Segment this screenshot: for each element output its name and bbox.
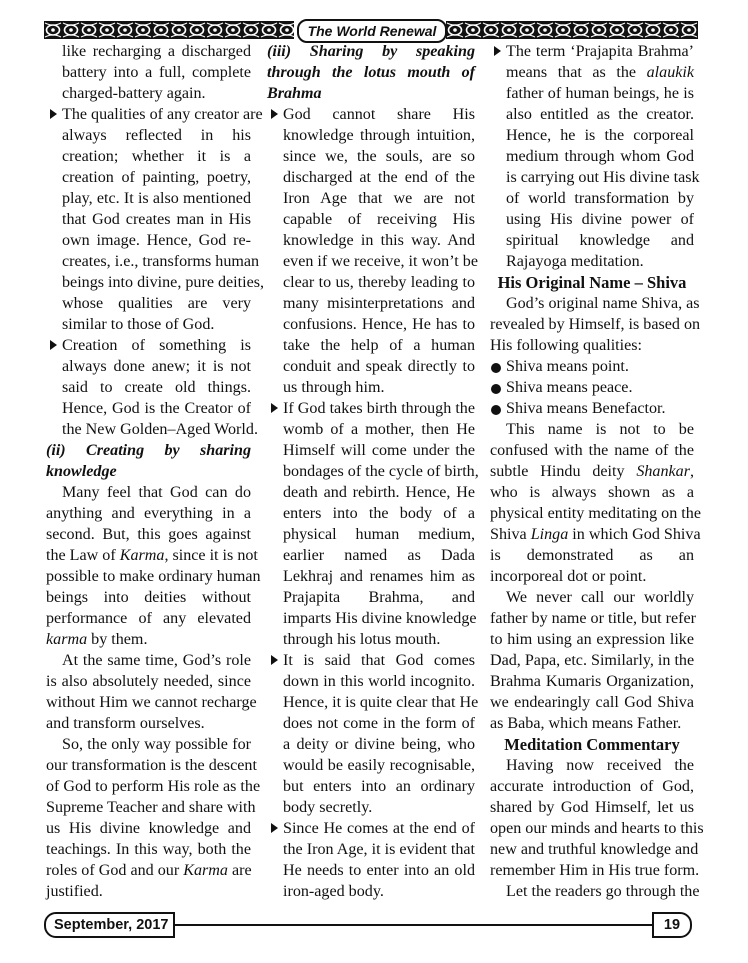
text-line — [490, 650, 694, 671]
text-run: Rajayoga meditation. — [506, 253, 644, 270]
text-run: without Him we cannot recharge — [46, 694, 257, 711]
text-run: God cannot share His — [283, 106, 475, 123]
text-line — [490, 629, 694, 650]
text-run: Many feel that God can do — [62, 484, 251, 501]
text-line — [267, 461, 479, 482]
text-line — [267, 209, 475, 230]
text-run: take the help of a human — [283, 337, 475, 354]
text-run: confusions. Hence, He has to — [283, 316, 475, 333]
text-run: beings into divine, pure deities, — [62, 274, 265, 291]
text-run: death and rebirth. Hence, He — [283, 484, 475, 501]
text-line — [46, 524, 251, 545]
text-run: subtle Hindu deity — [490, 463, 637, 480]
text-line — [267, 293, 475, 314]
text-run: are — [227, 862, 252, 879]
text-run: the Law of — [46, 547, 120, 564]
text-run: (iii) Sharing by speaking — [267, 43, 475, 60]
text-run: many misinterpretations and — [283, 295, 475, 312]
text-run: He needs to enter into an old — [283, 862, 475, 879]
text-run: Shiva means Benefactor. — [506, 400, 666, 417]
text-line — [46, 293, 251, 314]
text-run: creation of painting, poetry, — [62, 169, 251, 186]
text-run: Supreme Teacher and share with — [46, 799, 256, 816]
bullet-arrow-icon — [494, 46, 501, 56]
text-line — [46, 104, 263, 125]
text-line — [267, 797, 475, 818]
text-line — [490, 125, 694, 146]
text-line — [46, 713, 251, 734]
text-line — [46, 650, 251, 671]
text-run: charged-battery again. — [62, 85, 206, 102]
text-run: Iron Age that we are not — [283, 190, 475, 207]
text-line — [46, 41, 251, 62]
text-run: Prajapita Brahma, and — [283, 589, 475, 606]
text-run: We never call our worldly — [506, 589, 694, 606]
decorative-border-left — [44, 18, 294, 42]
text-line — [46, 146, 251, 167]
text-line — [490, 755, 694, 776]
bullet-arrow-icon — [271, 109, 278, 119]
text-line — [46, 251, 260, 272]
text-run: physical entity meditating on the — [490, 505, 701, 522]
text-line — [267, 419, 475, 440]
text-line — [490, 818, 704, 839]
text-line — [490, 167, 700, 188]
text-run: Since He comes at the end of — [283, 820, 475, 837]
text-run: the Iron Age, it is evident that — [283, 841, 475, 858]
text-run: Shiva means peace. — [506, 379, 633, 396]
text-line — [46, 335, 251, 356]
text-run: performance of any elevated — [46, 610, 251, 627]
text-run: Brahma Kumaris Organization, — [490, 673, 694, 690]
text-line — [490, 587, 694, 608]
text-line — [267, 734, 475, 755]
section-heading — [46, 440, 251, 461]
text-line — [267, 776, 475, 797]
text-run: own image. Hence, God re- — [62, 232, 251, 249]
text-line — [46, 860, 251, 881]
text-line — [46, 83, 251, 104]
text-line — [46, 125, 251, 146]
text-line — [46, 356, 251, 377]
text-line — [46, 629, 251, 650]
text-line — [267, 650, 475, 671]
text-line — [490, 545, 694, 566]
text-run: spiritual knowledge and — [506, 232, 694, 249]
bullet-arrow-icon — [50, 109, 57, 119]
text-line — [46, 230, 251, 251]
section-heading — [267, 83, 475, 104]
section-heading — [267, 62, 475, 83]
text-run: The term ‘Prajapita Brahma’ — [506, 43, 694, 60]
italic-term: karma — [46, 631, 88, 648]
text-run: clear to us, thereby leading to — [283, 274, 475, 291]
text-run: us through him. — [283, 379, 385, 396]
text-line — [267, 356, 475, 377]
article-column-3 — [490, 41, 704, 902]
text-line — [267, 167, 475, 188]
text-run: Shiva means point. — [506, 358, 629, 375]
text-run: body secretly. — [283, 799, 373, 816]
text-run: Hence, it is quite clear that He — [283, 694, 479, 711]
text-run: said to create old things. — [62, 379, 251, 396]
text-run: the New Golden–Aged World. — [62, 421, 258, 438]
text-run: but enters into an ordinary — [283, 778, 475, 795]
text-line — [46, 377, 251, 398]
page-header — [0, 0, 748, 44]
text-line — [46, 818, 251, 839]
text-run: enters into the body of a — [283, 505, 475, 522]
text-run: justified. — [46, 883, 103, 900]
text-run: as Baba, which means Father. — [490, 715, 682, 732]
article-column-1 — [46, 41, 265, 902]
bullet-arrow-icon — [50, 340, 57, 350]
text-line — [490, 692, 694, 713]
text-line — [46, 839, 251, 860]
text-run: knowledge — [46, 463, 117, 480]
text-run: His Original Name – Shiva — [497, 273, 687, 292]
text-run: is carrying out His divine task — [506, 169, 700, 186]
text-run: even if we receive, it won’t be — [283, 253, 478, 270]
text-run: Dad, Papa, etc. Similarly, in the — [490, 652, 695, 669]
text-run: imparts His divine knowledge — [283, 610, 477, 627]
text-run: Shiva — [490, 526, 531, 543]
text-run: battery into a full, complete — [62, 64, 251, 81]
text-line — [267, 503, 475, 524]
text-run: , since it is not — [164, 547, 258, 564]
text-line — [490, 209, 694, 230]
text-run: creates, i.e., transforms human — [62, 253, 260, 270]
text-line — [46, 398, 251, 419]
text-line — [267, 713, 475, 734]
text-run: our transformation is the descent — [46, 757, 257, 774]
text-run: remember Him in His true form. — [490, 862, 700, 879]
text-line — [267, 839, 475, 860]
text-line — [46, 881, 251, 902]
italic-term: Karma — [183, 862, 228, 879]
page-footer — [44, 912, 692, 938]
text-run: , — [689, 463, 694, 480]
text-run: means that as the — [506, 64, 647, 81]
text-run: also entitled as the creator. — [506, 106, 694, 123]
text-run: using His divine power of — [506, 211, 694, 228]
text-line — [490, 482, 694, 503]
text-run: shared by God Himself, let us — [490, 799, 694, 816]
text-run: iron-aged body. — [283, 883, 384, 900]
text-run: Brahma — [267, 85, 322, 102]
text-line — [267, 335, 475, 356]
text-line — [267, 482, 475, 503]
magazine-title: The World Renewal — [297, 19, 447, 43]
text-run: accurate introduction of God, — [490, 778, 694, 795]
italic-term: Linga — [530, 526, 569, 543]
text-run: bondages of the cycle of birth, — [283, 463, 479, 480]
article-column-2 — [267, 41, 479, 902]
text-line — [490, 293, 700, 314]
bullet-dot-icon — [491, 363, 501, 373]
text-run: His following qualities: — [490, 337, 642, 354]
text-run: open our minds and hearts to this — [490, 820, 704, 837]
text-run: The qualities of any creator are — [62, 106, 263, 123]
text-line — [46, 734, 251, 755]
text-run: second. But, this goes against — [46, 526, 251, 543]
text-line — [490, 41, 694, 62]
text-line — [490, 713, 694, 734]
text-line — [267, 251, 478, 272]
text-line — [490, 776, 694, 797]
text-line — [267, 860, 475, 881]
text-line — [46, 692, 257, 713]
text-run: knowledge through intuition, — [283, 127, 475, 144]
text-run: of God to perform His role as the — [46, 778, 261, 795]
text-line — [46, 671, 251, 692]
text-line — [267, 608, 475, 629]
text-run: like recharging a discharged — [62, 43, 251, 60]
text-run: Let the readers go through the — [506, 883, 700, 900]
text-run: whose qualities are very — [62, 295, 251, 312]
text-line — [267, 230, 475, 251]
page-number: 19 — [652, 912, 692, 938]
text-line — [46, 272, 265, 293]
text-line — [46, 566, 261, 587]
text-line — [490, 335, 694, 356]
text-run: we endearingly call God Shiva — [490, 694, 694, 711]
text-line — [490, 356, 694, 377]
text-line — [490, 839, 699, 860]
text-run: who is always shown as a — [490, 484, 694, 501]
section-heading — [46, 461, 251, 482]
text-run: that God creates man in His — [62, 211, 251, 228]
text-run: physical human medium, — [283, 526, 475, 543]
text-line — [267, 755, 475, 776]
text-run: would be easily recognisable, — [283, 757, 475, 774]
text-line — [267, 146, 475, 167]
text-run: Hence, God is the Creator of — [62, 400, 251, 417]
text-run: capable of receiving His — [283, 211, 475, 228]
text-line — [267, 818, 475, 839]
text-run: womb of a mother, then He — [283, 421, 475, 438]
text-run: always reflected in his — [62, 127, 251, 144]
text-line — [490, 398, 694, 419]
text-line — [267, 566, 475, 587]
text-run: and transform ourselves. — [46, 715, 205, 732]
section-heading — [490, 734, 694, 755]
text-line — [267, 587, 475, 608]
text-line — [267, 692, 479, 713]
text-run: by them. — [87, 631, 148, 648]
text-run: through his lotus mouth. — [283, 631, 441, 648]
text-line — [46, 62, 251, 83]
text-line — [490, 881, 700, 902]
text-run: conduit and speak directly to — [283, 358, 475, 375]
text-line — [267, 314, 475, 335]
text-line — [267, 125, 475, 146]
text-run: If God takes birth through the — [283, 400, 475, 417]
text-run: down in this world incognito. — [283, 673, 475, 690]
text-line — [267, 671, 475, 692]
text-run: confused with the name of the — [490, 442, 694, 459]
text-run: possible to make ordinary human — [46, 568, 261, 585]
text-run: revealed by Himself, is based on — [490, 316, 701, 333]
text-line — [490, 104, 694, 125]
text-run: is also absolutely needed, since — [46, 673, 251, 690]
text-run: earlier named as Dada — [283, 547, 475, 564]
text-run: discharged at the end of the — [283, 169, 475, 186]
text-run: father of human beings, he is — [506, 85, 694, 102]
text-run: is demonstrated as an — [490, 547, 694, 564]
text-run: God’s original name Shiva, as — [506, 295, 700, 312]
bullet-arrow-icon — [271, 655, 278, 665]
bullet-arrow-icon — [271, 823, 278, 833]
decorative-border-right — [446, 18, 698, 42]
text-line — [490, 461, 694, 482]
section-heading — [267, 41, 475, 62]
text-run: roles of God and our — [46, 862, 184, 879]
text-run: new and truthful knowledge and — [490, 841, 699, 858]
text-line — [490, 860, 700, 881]
text-run: Creation of something is — [62, 337, 251, 354]
text-line — [267, 524, 475, 545]
text-line — [490, 377, 694, 398]
text-line — [46, 482, 251, 503]
text-line — [46, 776, 261, 797]
text-line — [490, 524, 701, 545]
text-line — [46, 188, 251, 209]
text-run: It is said that God comes — [283, 652, 475, 669]
text-line — [46, 797, 256, 818]
text-run: of world transformation by — [506, 190, 694, 207]
text-line — [490, 230, 694, 251]
text-run: father by name or title, but refer — [490, 610, 696, 627]
text-run: Hence, he is the corporeal — [506, 127, 694, 144]
text-run: (ii) Creating by sharing — [46, 442, 251, 459]
italic-term: Shankar — [636, 463, 690, 480]
italic-term: Karma — [119, 547, 165, 564]
text-line — [267, 440, 475, 461]
text-run: beings into deities without — [46, 589, 251, 606]
bullet-arrow-icon — [271, 403, 278, 413]
text-run: to him using an expression like — [490, 631, 694, 648]
text-line — [490, 251, 694, 272]
text-run: play, etc. It is also mentioned — [62, 190, 251, 207]
text-run: a deity or divine being, who — [283, 736, 475, 753]
text-line — [490, 83, 694, 104]
text-line — [267, 188, 475, 209]
text-line — [46, 503, 251, 524]
text-line — [267, 104, 475, 125]
text-line — [46, 209, 251, 230]
text-line — [267, 629, 475, 650]
text-line — [490, 146, 694, 167]
text-run: in which God Shiva — [568, 526, 701, 543]
text-line — [267, 545, 475, 566]
bullet-dot-icon — [491, 405, 501, 415]
text-run: So, the only way possible for — [62, 736, 251, 753]
text-run: always done anew; it is not — [62, 358, 251, 375]
text-run: teachings. In this way, both the — [46, 841, 251, 858]
text-run: Lekhraj and renames him as — [283, 568, 475, 585]
text-line — [46, 419, 258, 440]
text-line — [490, 566, 694, 587]
italic-term: alaukik — [646, 64, 694, 81]
bullet-dot-icon — [491, 384, 501, 394]
text-run: creation; whether it is a — [62, 148, 251, 165]
text-line — [490, 797, 694, 818]
text-line — [490, 671, 694, 692]
text-line — [46, 587, 251, 608]
text-run: This name is not to be — [506, 421, 694, 438]
text-run: anything and everything in a — [46, 505, 251, 522]
text-run: us His divine knowledge and — [46, 820, 251, 837]
text-line — [46, 167, 251, 188]
text-line — [490, 503, 701, 524]
text-run: through the lotus mouth of — [267, 64, 475, 81]
text-line — [267, 881, 475, 902]
text-run: Having now received the — [506, 757, 694, 774]
text-run: knowledge in this way. And — [283, 232, 475, 249]
issue-date: September, 2017 — [44, 912, 175, 938]
text-line — [267, 398, 475, 419]
text-line — [267, 377, 475, 398]
text-run: since we, the souls, are so — [283, 148, 475, 165]
text-line — [490, 188, 694, 209]
text-run: similar to those of God. — [62, 316, 215, 333]
text-run: Himself will come under the — [283, 442, 475, 459]
section-heading — [490, 272, 694, 293]
text-run: Meditation Commentary — [504, 735, 680, 754]
text-line — [490, 314, 701, 335]
text-run: does not come in the form of — [283, 715, 475, 732]
text-run: At the same time, God’s role — [62, 652, 251, 669]
text-line — [267, 272, 475, 293]
text-line — [46, 314, 251, 335]
text-run: incorporeal dot or point. — [490, 568, 647, 585]
text-run: medium through whom God — [506, 148, 694, 165]
text-line — [46, 755, 257, 776]
text-line — [46, 608, 251, 629]
text-line — [490, 440, 694, 461]
text-line — [490, 62, 694, 83]
text-line — [490, 608, 694, 629]
text-line — [490, 419, 694, 440]
text-line — [46, 545, 258, 566]
